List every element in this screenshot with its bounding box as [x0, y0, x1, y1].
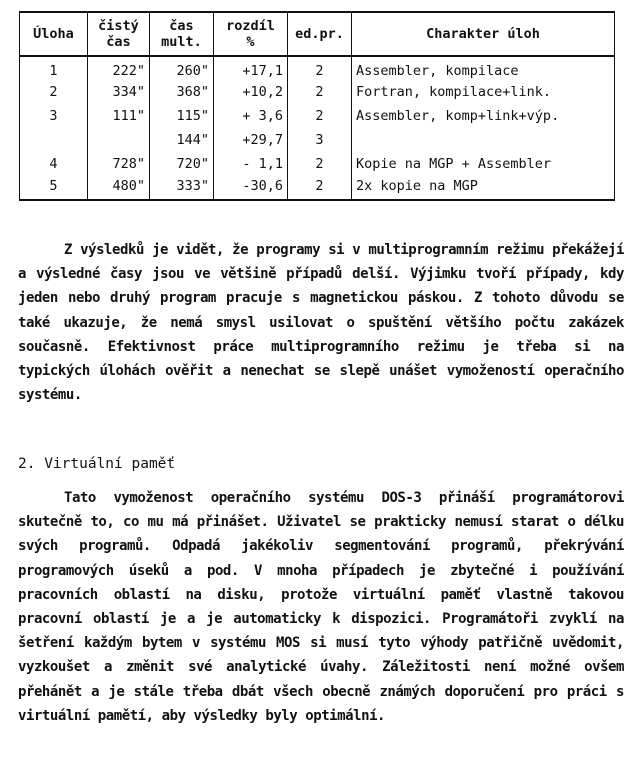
cell-difference: -30,6 [214, 176, 288, 200]
cell-ed-pr: 2 [288, 176, 352, 200]
table-row [20, 176, 615, 200]
table-row [20, 152, 615, 176]
cell-clean-time [88, 128, 150, 152]
cell-multi-time: 115" [150, 104, 214, 128]
header-ed-pr: ed.pr. [288, 12, 352, 56]
cell-ed-pr: 2 [288, 104, 352, 128]
cell-difference: - 1,1 [214, 152, 288, 176]
table-row [20, 104, 615, 128]
cell-clean-time: 480" [88, 176, 150, 200]
cell-difference: + 3,6 [214, 104, 288, 128]
cell-character: 2x kopie na MGP [352, 176, 615, 200]
cell-task: 2 [20, 80, 88, 104]
cell-multi-time: 260" [150, 56, 214, 80]
cell-task: 5 [20, 176, 88, 200]
cell-character: Assembler, komp+link+výp. [352, 104, 615, 128]
cell-clean-time: 334" [88, 80, 150, 104]
section-heading: 2. Virtuální paměť [18, 456, 176, 472]
cell-ed-pr: 3 [288, 128, 352, 152]
cell-task: 4 [20, 152, 88, 176]
cell-difference: +17,1 [214, 56, 288, 80]
header-clean-time: čistý čas [88, 12, 150, 56]
header-task-character: Charakter úloh [352, 12, 615, 56]
cell-clean-time: 222" [88, 56, 150, 80]
results-table [19, 11, 615, 201]
results-table-container [19, 11, 615, 201]
cell-task: 1 [20, 56, 88, 80]
table-row [20, 56, 615, 80]
header-task: Úloha [20, 12, 88, 56]
cell-task: 3 [20, 104, 88, 128]
header-multi-time: čas mult. [150, 12, 214, 56]
cell-multi-time: 144" [150, 128, 214, 152]
cell-ed-pr: 2 [288, 152, 352, 176]
cell-character: Fortran, kompilace+link. [352, 80, 615, 104]
cell-multi-time: 368" [150, 80, 214, 104]
results-paragraph: Z výsledků je vidět, že programy si v multiprogramním režimu překážejí a výsledné časy jsou ve většině případů delší. Výjimku tvoří případy, kdy jeden nebo druhý program pracuje s magnetickou páskou. Z tohoto důvodu se také ukazuje, že nemá smysl usilovat o spuštění většího počtu zakázek současně. Efektivnost práce multiprogramního režimu je třeba si na typických úlohách ověřit a nenechat se slepě unášet vymožeností operačního systému. [18, 242, 624, 404]
cell-multi-time: 720" [150, 152, 214, 176]
cell-ed-pr: 2 [288, 56, 352, 80]
cell-clean-time: 111" [88, 104, 150, 128]
cell-character: Kopie na MGP + Assembler [352, 152, 615, 176]
cell-clean-time: 728" [88, 152, 150, 176]
cell-character: Assembler, kompilace [352, 56, 615, 80]
virtual-memory-paragraph: Tato vymoženost operačního systému DOS-3 přináší programátorovi skutečně to, co mu má přinášet. Uživatel se prakticky nemusí starat o délku svých programů. Odpadá jakékoliv segmentování programů, překrývání programových úseků a pod. V mnoha případech je zbytečné i používání pracovních oblastí na disku, protože virtuální paměť vlastně takovou pracovní oblastí je a je automaticky k dispozici. Programátoři zvyklí na šetření každým bytem v systému MOS si musí tyto výhody patřičně uvědomit, vyzkoušet a změnit své analytické úvahy. Záležitosti není možné ovšem přehánět a je stále třeba dbát všech obecně známých doporučení pro práci s virtuální pamětí, aby výsledky byly optimální. [18, 490, 624, 724]
cell-multi-time: 333" [150, 176, 214, 200]
table-row [20, 80, 615, 104]
cell-character [352, 128, 615, 152]
cell-difference: +10,2 [214, 80, 288, 104]
cell-difference: +29,7 [214, 128, 288, 152]
cell-ed-pr: 2 [288, 80, 352, 104]
cell-task [20, 128, 88, 152]
table-row [20, 128, 615, 152]
table-header-row [20, 12, 615, 56]
header-difference: rozdíl % [214, 12, 288, 56]
